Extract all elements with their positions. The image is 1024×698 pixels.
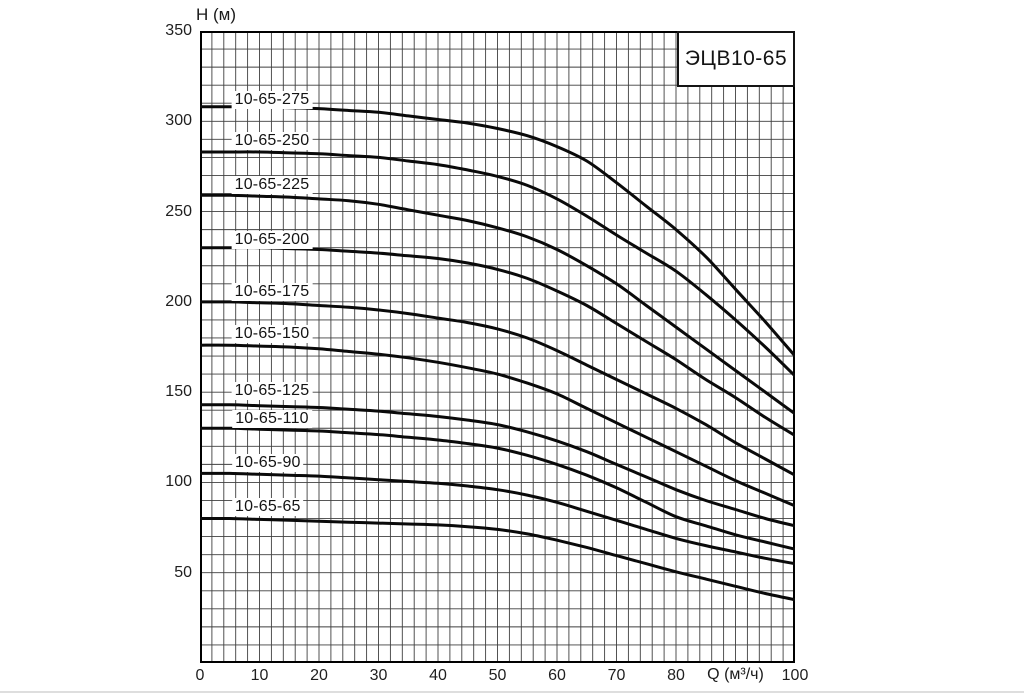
curve-label-10-65-65: 10-65-65 xyxy=(232,498,304,516)
x-tick-40: 40 xyxy=(429,667,447,684)
scan-artifact-line xyxy=(0,691,1024,693)
curve-label-10-65-225: 10-65-225 xyxy=(232,176,313,194)
curve-label-10-65-275: 10-65-275 xyxy=(232,91,313,109)
curve-label-10-65-200: 10-65-200 xyxy=(232,231,313,249)
chart-title-box xyxy=(677,31,795,87)
curve-label-10-65-110: 10-65-110 xyxy=(232,410,312,428)
x-tick-80: 80 xyxy=(667,667,685,684)
x-tick-30: 30 xyxy=(369,667,388,684)
pump-curves-chart xyxy=(200,31,795,663)
y-tick-50: 50 xyxy=(174,563,192,581)
curve-label-10-65-90: 10-65-90 xyxy=(232,454,304,472)
curve-label-10-65-250: 10-65-250 xyxy=(232,132,313,150)
curve-label-10-65-150: 10-65-150 xyxy=(232,325,313,343)
y-tick-200: 200 xyxy=(165,292,192,310)
chart-canvas xyxy=(200,31,795,663)
x-tick-50: 50 xyxy=(488,667,507,684)
y-tick-350: 350 xyxy=(165,22,192,39)
y-tick-150: 150 xyxy=(165,383,192,401)
x-tick-70: 70 xyxy=(607,667,626,684)
y-tick-300: 300 xyxy=(165,112,192,130)
y-tick-100: 100 xyxy=(165,473,192,491)
x-tick-0: 0 xyxy=(195,667,205,684)
chart-title: ЭЦВ10-65 xyxy=(684,47,788,70)
x-tick-20: 20 xyxy=(310,667,328,684)
curve-label-10-65-125: 10-65-125 xyxy=(232,382,313,400)
y-tick-250: 250 xyxy=(165,202,192,220)
x-axis-title: Q (м³/ч) xyxy=(707,666,764,683)
x-tick-60: 60 xyxy=(548,667,566,684)
x-tick-100: 100 xyxy=(781,667,809,684)
y-axis-title: H (м) xyxy=(196,5,237,24)
x-tick-10: 10 xyxy=(250,667,269,684)
curve-label-10-65-175: 10-65-175 xyxy=(232,283,313,301)
